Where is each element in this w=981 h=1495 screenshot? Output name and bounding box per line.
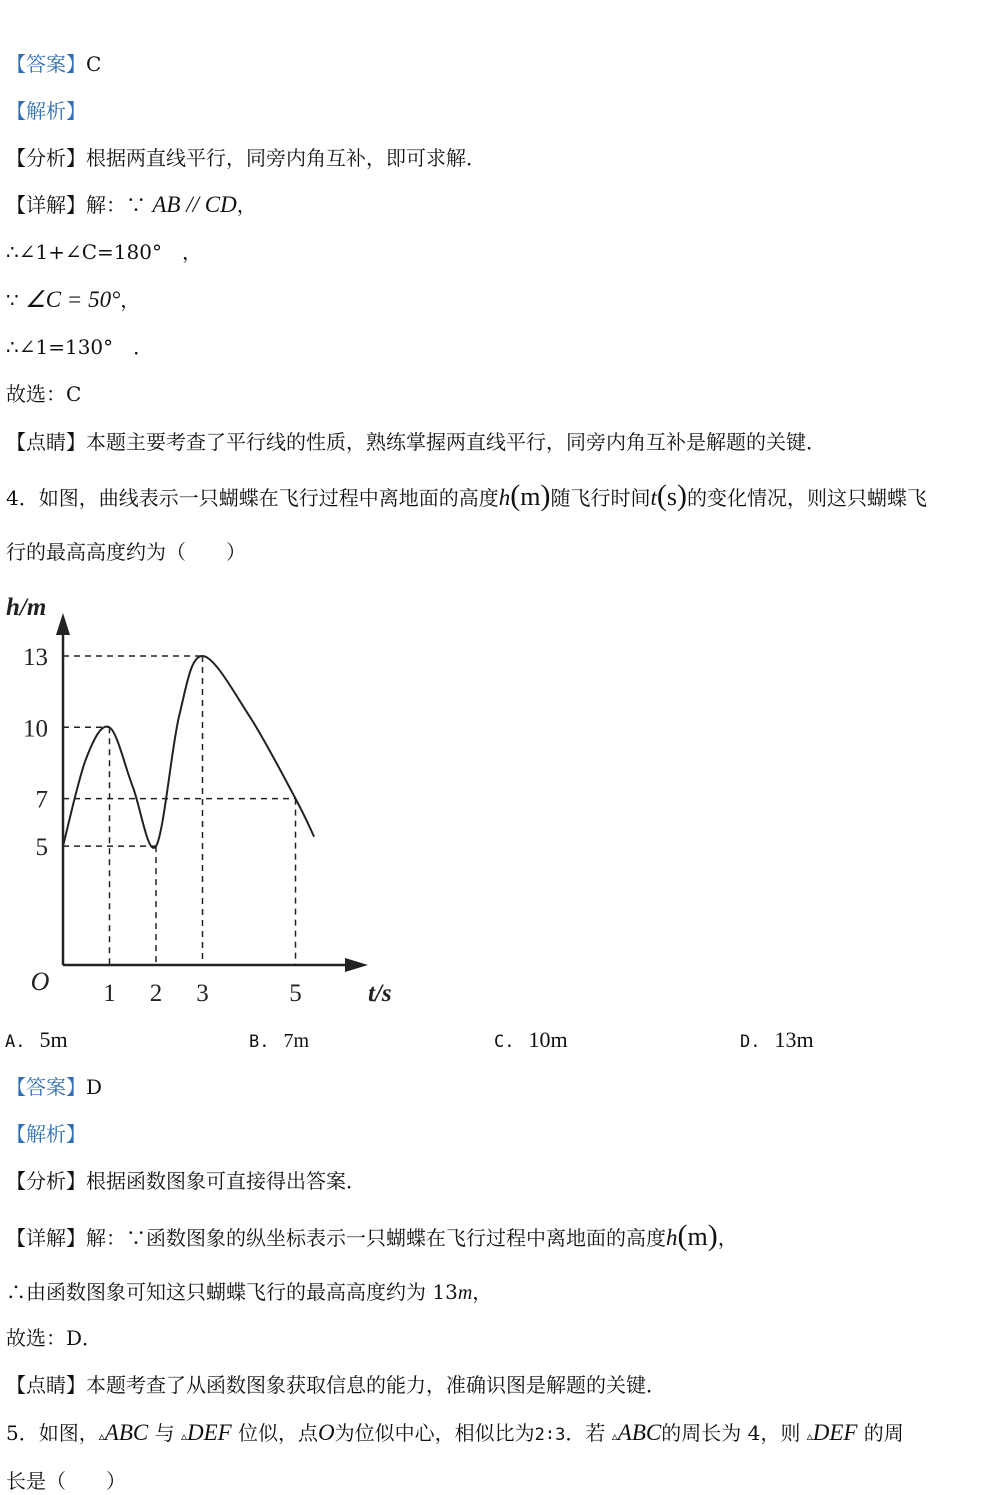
q5-stem-e: ．若 <box>565 1421 606 1445</box>
q4-xiangjie-end: ， <box>717 1226 738 1250</box>
option-b-letter: B. <box>249 1032 270 1052</box>
q4-dianjing: 本题考查了从函数图象获取信息的能力，准确识图是解题的关键． <box>86 1373 666 1397</box>
q4-fenxi-tag: 【分析】 <box>6 1169 86 1193</box>
x-axis-arrow <box>345 958 368 972</box>
axes <box>56 613 368 972</box>
q5-abc-2: ABC <box>617 1420 662 1445</box>
y-tick-label-5: 5 <box>35 834 48 862</box>
q4-stem-c: 的变化情况，则这只蝴蝶飞 <box>686 486 927 510</box>
q3-choice: 故选：C <box>6 382 82 406</box>
option-d-letter: D. <box>740 1032 761 1052</box>
q4-stem-a: 4．如图，曲线表示一只蝴蝶在飞行过程中离地面的高度 <box>6 486 499 510</box>
q4-stem-line1 <box>6 479 927 512</box>
q3-fenxi-line <box>6 144 486 172</box>
q5-def: DEF <box>186 1420 232 1445</box>
option-a[interactable] <box>5 1026 68 1056</box>
q4-fenxi-line <box>6 1167 366 1195</box>
triangle-icon: ▵ <box>806 1429 813 1443</box>
q4-unit-s: s <box>666 482 677 511</box>
x-tick-label-5: 5 <box>289 980 302 1007</box>
q4-paren-open-2: ( <box>656 479 667 512</box>
q5-stem-line2: 长是（ ） <box>6 1469 126 1493</box>
y-axis-label: h/m <box>6 594 47 621</box>
q4-xiangjie-paren-close: ) <box>707 1219 718 1252</box>
q3-analysis-line <box>6 97 86 125</box>
option-b[interactable] <box>249 1026 309 1056</box>
y-tick-label-13: 13 <box>23 644 48 671</box>
option-b-value: 7m <box>283 1030 310 1052</box>
q3-step1: ∴∠1+∠C=180° ， <box>6 240 202 264</box>
q3-answer-line <box>6 50 101 78</box>
q4-paren-open: ( <box>510 479 521 512</box>
q4-answer: D <box>86 1075 103 1099</box>
option-d[interactable] <box>740 1026 814 1056</box>
q4-analysis-tag: 【解析】 <box>6 1122 86 1146</box>
q4-fenxi: 根据函数图象可直接得出答案． <box>86 1169 366 1193</box>
x-axis-label: t/s <box>368 980 392 1007</box>
q3-fenxi: 根据两直线平行，同旁内角互补，即可求解． <box>86 146 486 170</box>
q3-xiangjie-end: ， <box>236 193 257 217</box>
q4-t: t <box>650 485 657 510</box>
q5-stem-a: 5．如图， <box>6 1421 99 1445</box>
series-curve <box>63 656 314 848</box>
q5-o: O <box>318 1420 335 1445</box>
option-c-value: 10m <box>528 1027 568 1052</box>
q4-step1-line <box>6 1278 492 1307</box>
triangle-icon: ▵ <box>98 1429 105 1443</box>
y-axis-arrow <box>56 613 70 635</box>
origin-label: O <box>30 967 50 996</box>
q4-analysis-line <box>6 1120 86 1148</box>
q3-dianjing-tag: 【点睛】 <box>6 430 86 454</box>
q5-stem-f: 的周长为 4，则 <box>661 1421 801 1445</box>
q4-paren-close-2: ) <box>676 479 687 512</box>
option-a-letter: A. <box>5 1032 26 1052</box>
q5-stem-d: 为位似中心，相似比为 <box>334 1421 535 1445</box>
y-tick-label-7: 7 <box>35 786 48 814</box>
q5-def-2: DEF <box>812 1420 858 1445</box>
q3-xiangjie-prefix: 解：∵ <box>86 193 146 217</box>
q3-xiangjie-line <box>6 191 257 219</box>
q4-stem-b: 随飞行时间 <box>550 486 651 510</box>
x-tick-label-1: 1 <box>103 980 116 1007</box>
q3-dianjing: 本题主要考查了平行线的性质，熟练掌握两直线平行，同旁内角互补是解题的关键． <box>86 430 826 454</box>
q4-xiangjie-unit: m <box>687 1222 708 1251</box>
q4-paren-close: ) <box>540 479 551 512</box>
q5-ratio: 2∶3 <box>534 1425 566 1445</box>
q4-xiangjie-line <box>6 1219 738 1252</box>
q3-step2-end: ， <box>120 288 141 312</box>
q4-unit-m: m <box>520 482 541 511</box>
q4-dianjing-tag: 【点睛】 <box>6 1373 86 1397</box>
q4-step1-unit: m <box>457 1282 473 1304</box>
dashed-guides <box>63 656 296 965</box>
q4-xiangjie-tag: 【详解】 <box>6 1226 86 1250</box>
q3-xiangjie-tag: 【详解】 <box>6 193 86 217</box>
q3-step2-math: ∠C = 50° <box>25 287 121 312</box>
q3-dianjing-line <box>6 428 826 456</box>
q4-answer-line <box>6 1073 102 1101</box>
q4-dianjing-line <box>6 1371 666 1399</box>
q5-stem-g: 的周 <box>863 1421 904 1445</box>
q4-h: h <box>498 485 511 510</box>
q5-stem-line1 <box>6 1419 904 1450</box>
q4-answer-tag: 【答案】 <box>6 1075 86 1099</box>
q3-fenxi-tag: 【分析】 <box>6 146 86 170</box>
x-tick-label-3: 3 <box>196 980 209 1007</box>
q3-step2-line <box>6 286 140 314</box>
q3-analysis-tag: 【解析】 <box>6 99 86 123</box>
q3-step2-prefix: ∵ <box>6 288 19 312</box>
q4-step1-end: ， <box>472 1280 493 1304</box>
q3-parallel-math: AB // CD <box>152 192 237 217</box>
q5-stem-b: 与 <box>154 1421 175 1445</box>
q4-step1: ∴由函数图象可知这只蝴蝶飞行的最高高度约为 13 <box>6 1280 458 1304</box>
q4-xiangjie-h: h <box>666 1225 678 1250</box>
q3-step3: ∴∠1=130° ． <box>6 335 154 359</box>
q3-answer: C <box>86 52 102 76</box>
x-tick-label-2: 2 <box>149 980 163 1007</box>
q4-xiangjie: 解：∵函数图象的纵坐标表示一只蝴蝶在飞行过程中离地面的高度 <box>86 1226 666 1250</box>
option-c[interactable] <box>494 1026 568 1056</box>
option-d-value: 13m <box>774 1027 814 1052</box>
height-time-graph <box>0 585 420 1010</box>
option-a-value: 5m <box>39 1027 68 1052</box>
triangle-icon: ▵ <box>611 1429 618 1443</box>
q4-xiangjie-paren-open: ( <box>677 1219 688 1252</box>
q5-stem-c: 位似，点 <box>238 1421 319 1445</box>
option-c-letter: C. <box>494 1032 515 1052</box>
q5-abc: ABC <box>104 1420 149 1445</box>
q4-choice: 故选：D． <box>6 1326 103 1350</box>
triangle-icon: ▵ <box>180 1429 187 1443</box>
y-tick-label-10: 10 <box>23 715 48 743</box>
q3-answer-tag: 【答案】 <box>6 52 86 76</box>
q4-stem-line2: 行的最高高度约为（ ） <box>6 540 246 564</box>
